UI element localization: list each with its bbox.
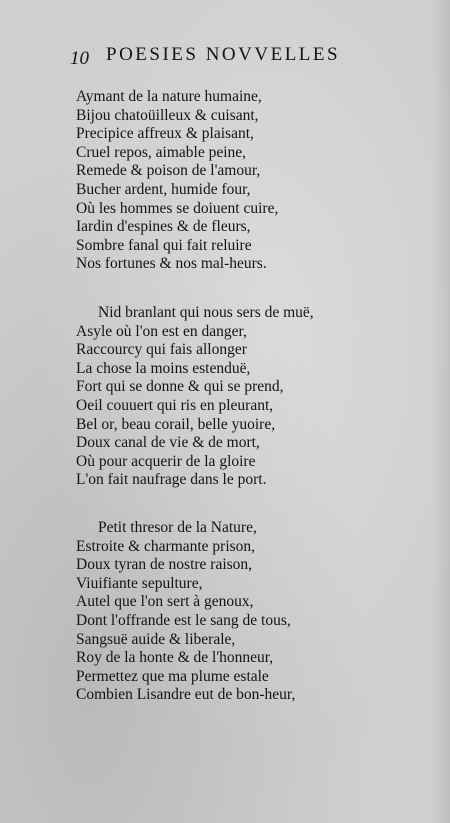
stanza-2 <box>76 304 376 490</box>
stanza-1 <box>76 88 376 274</box>
verse-line: Asyle où l'on est en danger, <box>76 322 247 340</box>
verse-line: Remede & poison de l'amour, <box>76 162 261 180</box>
verse-line: Nos fortunes & nos mal-heurs. <box>76 255 267 273</box>
verse-line: Nid branlant qui nous sers de muë, <box>98 304 314 321</box>
verse-line: Raccourcy qui fais allonger <box>76 341 247 359</box>
verse-line: Viuifiante sepulture, <box>76 574 203 592</box>
verse-line: Iardin d'espines & de fleurs, <box>76 218 251 236</box>
verse-line: Aymant de la nature humaine, <box>76 88 262 105</box>
verse-line: Doux tyran de nostre raison, <box>76 556 253 574</box>
verse-line: Bijou chatoüilleux & cuisant, <box>76 106 259 124</box>
verse-line: Fort qui se donne & qui se prend, <box>76 378 284 396</box>
verse-line: Autel que l'on sert à genoux, <box>76 593 254 611</box>
verse-line: Estroite & charmante prison, <box>76 537 256 555</box>
verse-line: Où pour acquerir de la gloire <box>76 452 256 470</box>
verse-line: L'on fait naufrage dans le port. <box>76 471 267 489</box>
page-edge-shadow <box>432 0 450 823</box>
verse-line: Permettez que ma plume estale <box>76 667 269 685</box>
verse-line: Dont l'offrande est le sang de tous, <box>76 611 291 629</box>
verse-line: Roy de la honte & de l'honneur, <box>76 649 274 667</box>
stanza-3 <box>76 519 376 705</box>
verse-line: Bel or, beau corail, belle yuoire, <box>76 415 276 433</box>
verse-line: Sombre fanal qui fait reluire <box>76 236 252 254</box>
verse-line: Sangsuë auide & liberale, <box>76 630 236 648</box>
verse-line: Cruel repos, aimable peine, <box>76 143 247 161</box>
page-header <box>70 44 400 70</box>
verse-line: La chose la moins estenduë, <box>76 359 251 377</box>
verse-line: Où les hommes se doiuent cuire, <box>76 199 279 217</box>
verse-line: Oeil couuert qui ris en pleurant, <box>76 396 274 414</box>
running-head: POESIES NOVVELLES <box>106 44 341 65</box>
verse-line: Bucher ardent, humide four, <box>76 180 251 198</box>
verse-line: Precipice affreux & plaisant, <box>76 125 254 143</box>
page-number: 10 <box>70 48 89 69</box>
verse-line: Petit thresor de la Nature, <box>98 519 257 536</box>
verse-line: Combien Lisandre eut de bon-heur, <box>76 686 296 704</box>
verse-line: Doux canal de vie & de mort, <box>76 434 260 452</box>
